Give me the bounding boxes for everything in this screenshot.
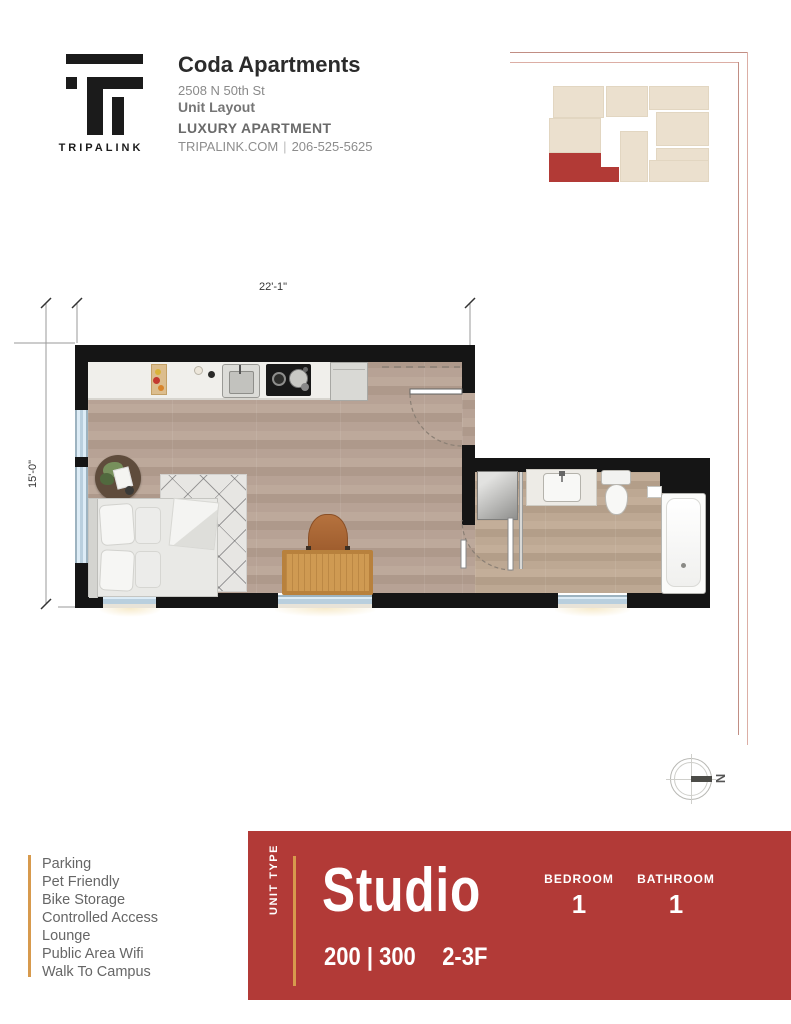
amenity-item: Walk To Campus — [42, 964, 151, 980]
food-item — [155, 369, 161, 375]
key-map-block — [553, 86, 604, 118]
sink-basin — [229, 371, 254, 394]
unit-area: 200 | 300 — [324, 943, 416, 971]
stove — [266, 364, 311, 396]
bedroom-label: BEDROOM — [544, 872, 614, 886]
bathroom-vanity — [526, 469, 597, 506]
hall-opening-floor — [462, 525, 475, 593]
property-address: 2508 N 50th St — [178, 83, 265, 98]
key-map-block — [649, 86, 709, 110]
logo-bar-stem — [87, 77, 103, 135]
pillow — [99, 503, 136, 546]
pillow — [99, 549, 135, 592]
burner — [272, 372, 286, 386]
key-map-highlighted-unit — [549, 153, 601, 182]
desk — [282, 550, 373, 595]
banner-accent-line — [293, 856, 296, 986]
wall-bottom-seg — [372, 593, 558, 608]
counter-knob — [208, 371, 215, 378]
washer — [477, 471, 518, 520]
window-glow — [555, 608, 630, 617]
property-tagline: LUXURY APARTMENT — [178, 120, 332, 136]
headboard — [89, 499, 98, 598]
desk-chair — [308, 514, 348, 554]
north-label: N — [713, 773, 729, 784]
unit-name: Studio — [322, 856, 482, 925]
wall-right-upper — [462, 345, 475, 393]
decor-line-right-outer — [747, 52, 748, 745]
contact-info — [178, 139, 373, 154]
bedroom-stat — [540, 872, 618, 920]
key-map-highlighted-unit — [601, 167, 619, 182]
property-title: Coda Apartments — [178, 52, 361, 77]
window — [558, 595, 627, 608]
plant-table — [95, 455, 141, 501]
window-glow — [275, 608, 375, 617]
bedroom-count: 1 — [571, 889, 587, 919]
key-map-block — [656, 112, 709, 146]
key-map-block — [620, 131, 648, 182]
fridge-line — [333, 369, 365, 370]
amenity-item: Controlled Access — [42, 910, 159, 926]
amenity-item: Lounge — [42, 928, 91, 944]
key-map-block — [649, 160, 709, 182]
folded-blanket — [169, 498, 220, 551]
food-item — [153, 377, 160, 384]
contact-separator: | — [283, 139, 287, 154]
kitchen-sink — [222, 364, 260, 398]
cup — [125, 486, 134, 495]
decor-line-top-inner — [510, 62, 739, 63]
window-glow — [100, 608, 160, 617]
wall-left-upper — [75, 345, 88, 410]
bathtub — [661, 493, 706, 594]
logo-bar-right — [112, 97, 124, 135]
partition-track — [519, 472, 523, 569]
sink-faucet — [239, 365, 241, 374]
amenity-item: Pet Friendly — [42, 874, 120, 890]
wall-right-mid — [462, 445, 475, 525]
unit-floors: 2-3F — [442, 943, 488, 971]
amenities-accent-line — [28, 855, 31, 977]
amenities-list — [42, 855, 158, 981]
bathroom-count: 1 — [668, 889, 684, 919]
food-item — [158, 385, 164, 391]
dimension-width-label: 22'-1" — [258, 281, 288, 293]
logo-bar-top — [66, 54, 143, 64]
unit-area-floors — [324, 943, 487, 972]
wall-top — [75, 345, 475, 362]
plant-leaves — [100, 473, 114, 485]
amenity-item: Bike Storage — [42, 892, 126, 908]
toilet-tank — [601, 470, 631, 485]
vanity-faucet-spout — [561, 476, 563, 482]
window — [75, 467, 88, 563]
pillow — [135, 507, 161, 544]
entry-threshold — [462, 393, 475, 445]
amenity-item: Parking — [42, 856, 92, 872]
compass-needle — [691, 776, 712, 782]
counter-item — [194, 366, 203, 375]
wall-left-mullion — [75, 457, 88, 467]
key-map-block — [549, 118, 601, 153]
burner — [301, 383, 309, 391]
bed — [88, 498, 218, 597]
phone-number: 206-525-5625 — [291, 139, 373, 154]
page-subtitle: Unit Layout — [178, 99, 255, 115]
website: TRIPALINK.COM — [178, 139, 279, 154]
window — [278, 595, 372, 608]
fridge — [330, 362, 368, 401]
key-map-block — [606, 86, 648, 117]
decor-line-right-inner — [738, 62, 739, 735]
brand-name: TRIPALINK — [58, 142, 144, 154]
bathroom-stat — [632, 872, 720, 920]
shower-niche — [647, 486, 662, 498]
burner — [303, 367, 308, 372]
bathroom-label: BATHROOM — [637, 872, 715, 886]
decor-line-top-outer — [510, 52, 748, 53]
dimension-height-label: 15'-0" — [27, 459, 39, 489]
bathtub-drain — [681, 563, 686, 568]
toilet-bowl — [605, 484, 628, 515]
logo-bar-square — [66, 77, 77, 89]
window — [75, 410, 88, 457]
amenity-item: Public Area Wifi — [42, 946, 144, 962]
pillow — [135, 551, 161, 588]
bathtub-basin — [666, 498, 701, 587]
unit-type-label: UNIT TYPE — [268, 844, 280, 915]
